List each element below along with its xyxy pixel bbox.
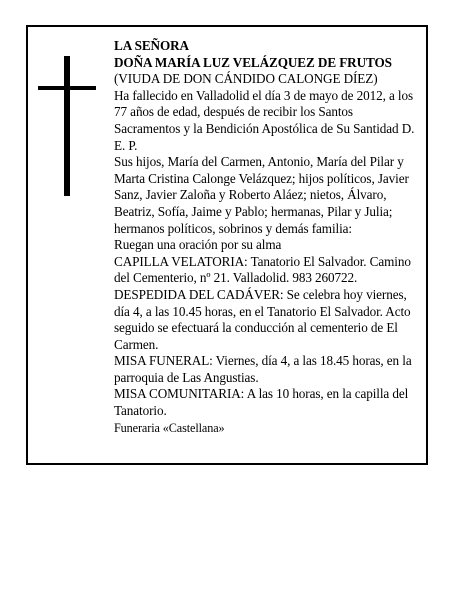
community-mass-paragraph: MISA COMUNITARIA: A las 10 horas, en la capilla del Tanatorio.	[114, 386, 409, 419]
cross-vertical-bar	[64, 56, 70, 196]
cross-horizontal-bar	[38, 86, 96, 90]
obituary-heading: LA SEÑORA	[114, 38, 189, 53]
chapel-paragraph: CAPILLA VELATORIA: Tanatorio El Salvador. Camino del Cementerio, nº 21. Valladolid. 983 260722.	[114, 253, 411, 286]
cross-icon	[38, 56, 96, 196]
obituary-text	[114, 38, 420, 436]
funeral-mass-paragraph: MISA FUNERAL: Viernes, día 4, a las 18.45 horas, en la parroquia de Las Angustias.	[114, 353, 412, 385]
farewell-paragraph: DESPEDIDA DEL CADÁVER: Se celebra hoy viernes, día 4, a las 10.45 horas, en el Tanatorio El Salvador. Acto seguido se efectuará la conducción al cementerio de El Carmen.	[114, 286, 411, 352]
prayer-request-line: Ruegan una oración por su alma	[114, 237, 282, 253]
death-notice-paragraph: Ha fallecido en Valladolid el día 3 de mayo de 2012, a los 77 años de edad, después de recibir los Santos Sacramentos y la Bendición Apostólica de Su Santidad D. E. P.	[114, 87, 415, 153]
funeral-home-line: Funeraria «Castellana»	[114, 420, 225, 435]
deceased-name: DOÑA MARÍA LUZ VELÁZQUEZ DE FRUTOS	[114, 54, 392, 70]
widow-of-line: (VIUDA DE DON CÁNDIDO CALONGE DÍEZ)	[114, 71, 378, 87]
family-paragraph: Sus hijos, María del Carmen, Antonio, María del Pilar y Marta Cristina Calonge Velázquez; hijos políticos, Javier Sanz, Javier Zaloña y Roberto Aláez; nietos, Álvaro, Beatriz, Sofía, Jaime y Pablo; hermanas, Pilar y Julia; hermanos políticos, sobrinos y demás familia:	[114, 154, 409, 236]
